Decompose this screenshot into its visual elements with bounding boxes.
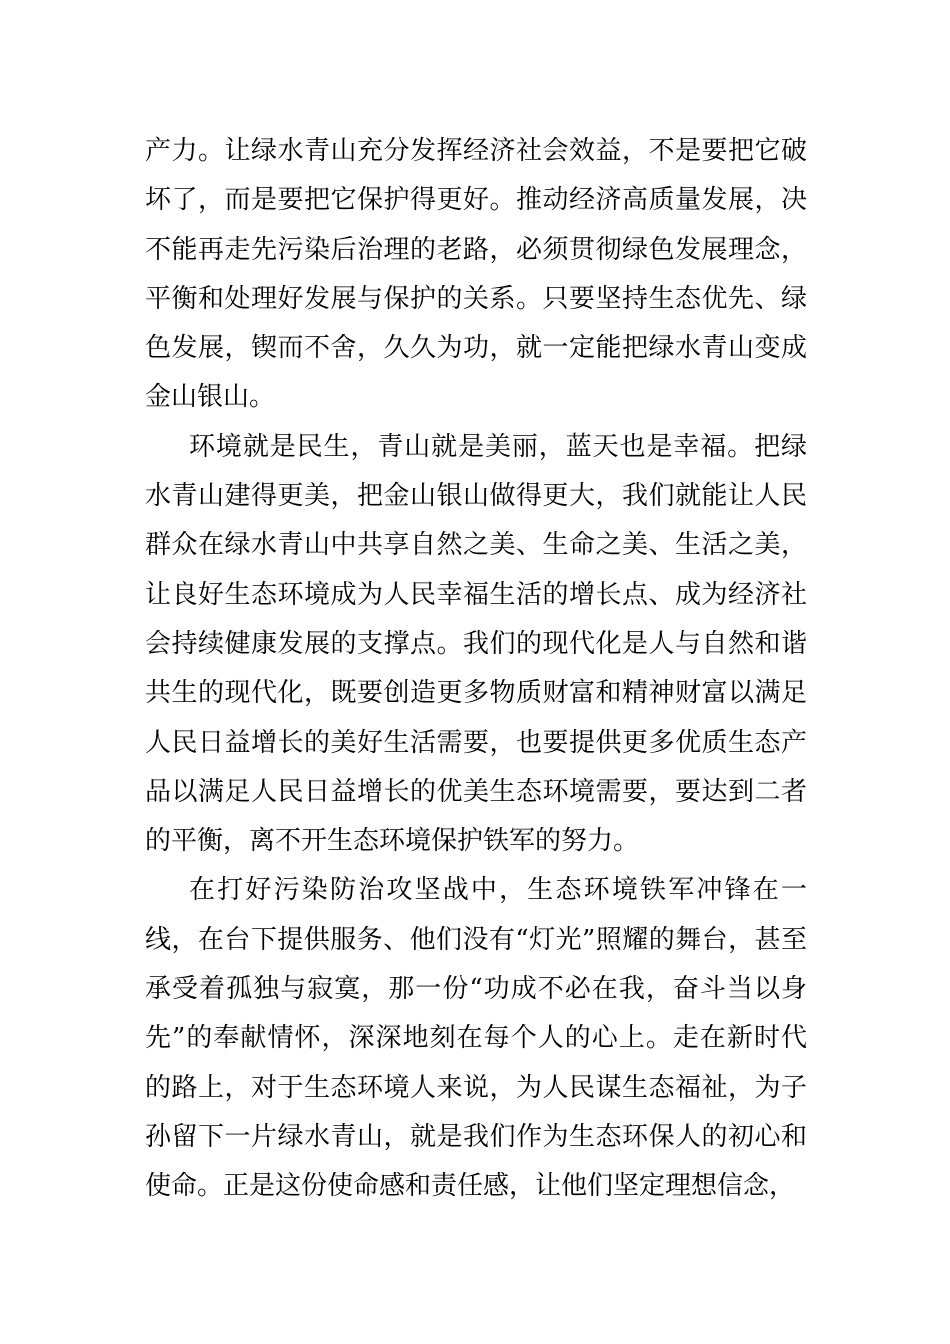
text-body <box>145 127 807 1212</box>
paragraph-2: 环境就是民生，青山就是美丽，蓝天也是幸福。把绿水青山建得更美，把金山银山做得更大，我们就能让人民群众在绿水青山中共享自然之美、生命之美、生活之美，让良好生态环境成为人民幸福生活的增长点、成为经济社会持续健康发展的支撑点。我们的现代化是人与自然和谐共生的现代化，既要创造更多物质财富和精神财富以满足人民日益增长的美好生活需要，也要提供更多优质生态产品以满足人民日益增长的优美生态环境需要，要达到二者的平衡，离不开生态环境保护铁军的努力。 <box>145 431 807 857</box>
paragraph-3: 在打好污染防治攻坚战中，生态环境铁军冲锋在一线，在台下提供服务、他们没有“灯光”照耀的舞台，甚至承受着孤独与寂寞，那一份“功成不必在我，奋斗当以身先”的奉献情怀，深深地刻在每个人的心上。走在新时代的路上，对于生态环境人来说，为人民谋生态福祉，为子孙留下一片绿水青山，就是我们作为生态环保人的初心和使命。正是这份使命感和责任感，让他们坚定理想信念， <box>145 875 807 1202</box>
paragraph-1: 产力。让绿水青山充分发挥经济社会效益，不是要把它破坏了，而是要把它保护得更好。推动经济高质量发展，决不能再走先污染后治理的老路，必须贯彻绿色发展理念，平衡和处理好发展与保护的关系。只要坚持生态优先、绿色发展，锲而不舍，久久为功，就一定能把绿水青山变成金山银山。 <box>145 136 807 413</box>
